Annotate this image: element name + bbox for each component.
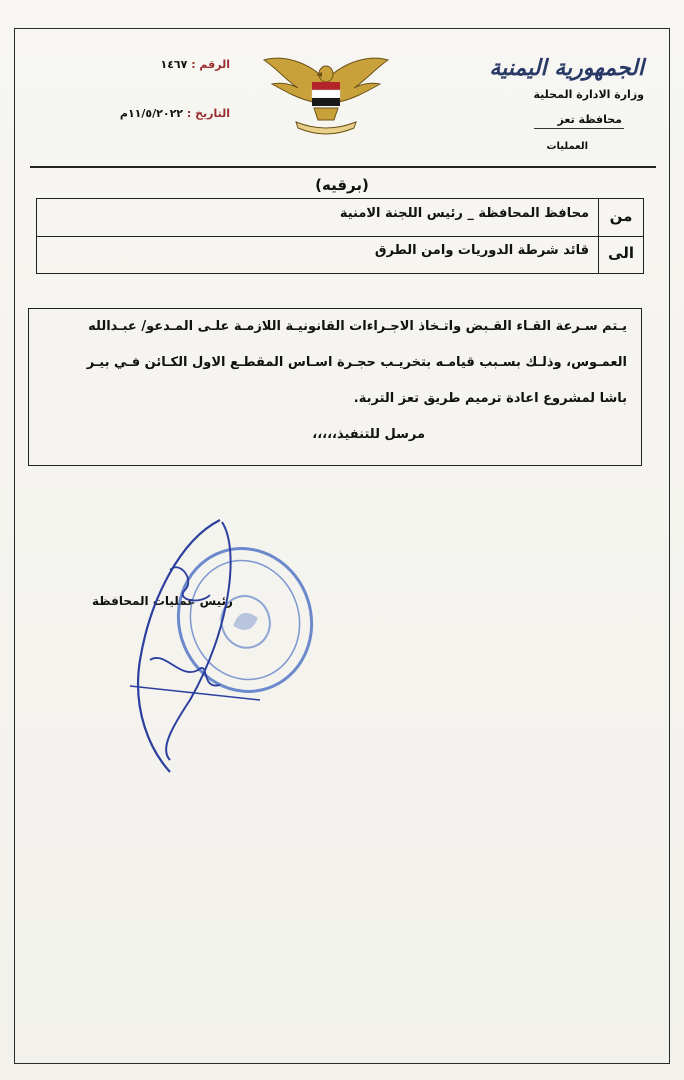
governorate-underline bbox=[534, 128, 624, 129]
from-label: من bbox=[598, 199, 643, 236]
to-label: الى bbox=[598, 236, 643, 273]
body-closing: مرسل للتنفيذ،،،،، bbox=[312, 427, 425, 442]
letterhead-right bbox=[444, 54, 644, 152]
body-line-2: العمـوس، وذلـك بسـبب قيامـه بتخريـب حجـرة اسـاس المقطـع الاول الكـائن فـي بيـر bbox=[86, 355, 627, 370]
ministry-name: وزارة الادارة المحلية bbox=[533, 88, 644, 101]
signer-title: رئيس عمليات المحافظة bbox=[92, 594, 233, 608]
routing-row-to bbox=[37, 236, 643, 273]
handwritten-signature-icon bbox=[110, 510, 300, 780]
routing-table bbox=[36, 198, 644, 274]
reference-block bbox=[80, 58, 230, 156]
number-label: الرقم : bbox=[191, 58, 230, 71]
reference-date bbox=[80, 107, 230, 120]
to-value: قائد شرطة الدوريات وامن الطرق bbox=[374, 243, 589, 258]
date-label: التاريخ : bbox=[186, 107, 230, 120]
body-line-3: باشا لمشروع اعادة ترميم طريق تعز التربة. bbox=[353, 391, 627, 406]
date-value: ١١/٥/٢٠٢٢م bbox=[119, 107, 184, 120]
document-title: (برقيه) bbox=[315, 176, 369, 194]
from-value: محافظ المحافظة _ رئيس اللجنة الامنية bbox=[339, 206, 589, 221]
yemen-eagle-emblem-icon bbox=[256, 50, 396, 140]
reference-number bbox=[80, 58, 230, 71]
governorate-name: محافظة تعز bbox=[557, 113, 622, 126]
number-value: ١٤٦٧ bbox=[160, 58, 188, 71]
body-line-1: يـتم سـرعة القـاء القـبض واتـخاذ الاجـراءات القانونيـة اللازمـة علـى المـدعو/ عبـدالله bbox=[88, 319, 627, 334]
department-name: العمليات bbox=[546, 141, 588, 152]
header-divider bbox=[30, 166, 656, 168]
routing-row-from bbox=[37, 199, 643, 237]
message-body bbox=[28, 308, 642, 466]
republic-name: الجمهورية اليمنية bbox=[489, 55, 644, 81]
